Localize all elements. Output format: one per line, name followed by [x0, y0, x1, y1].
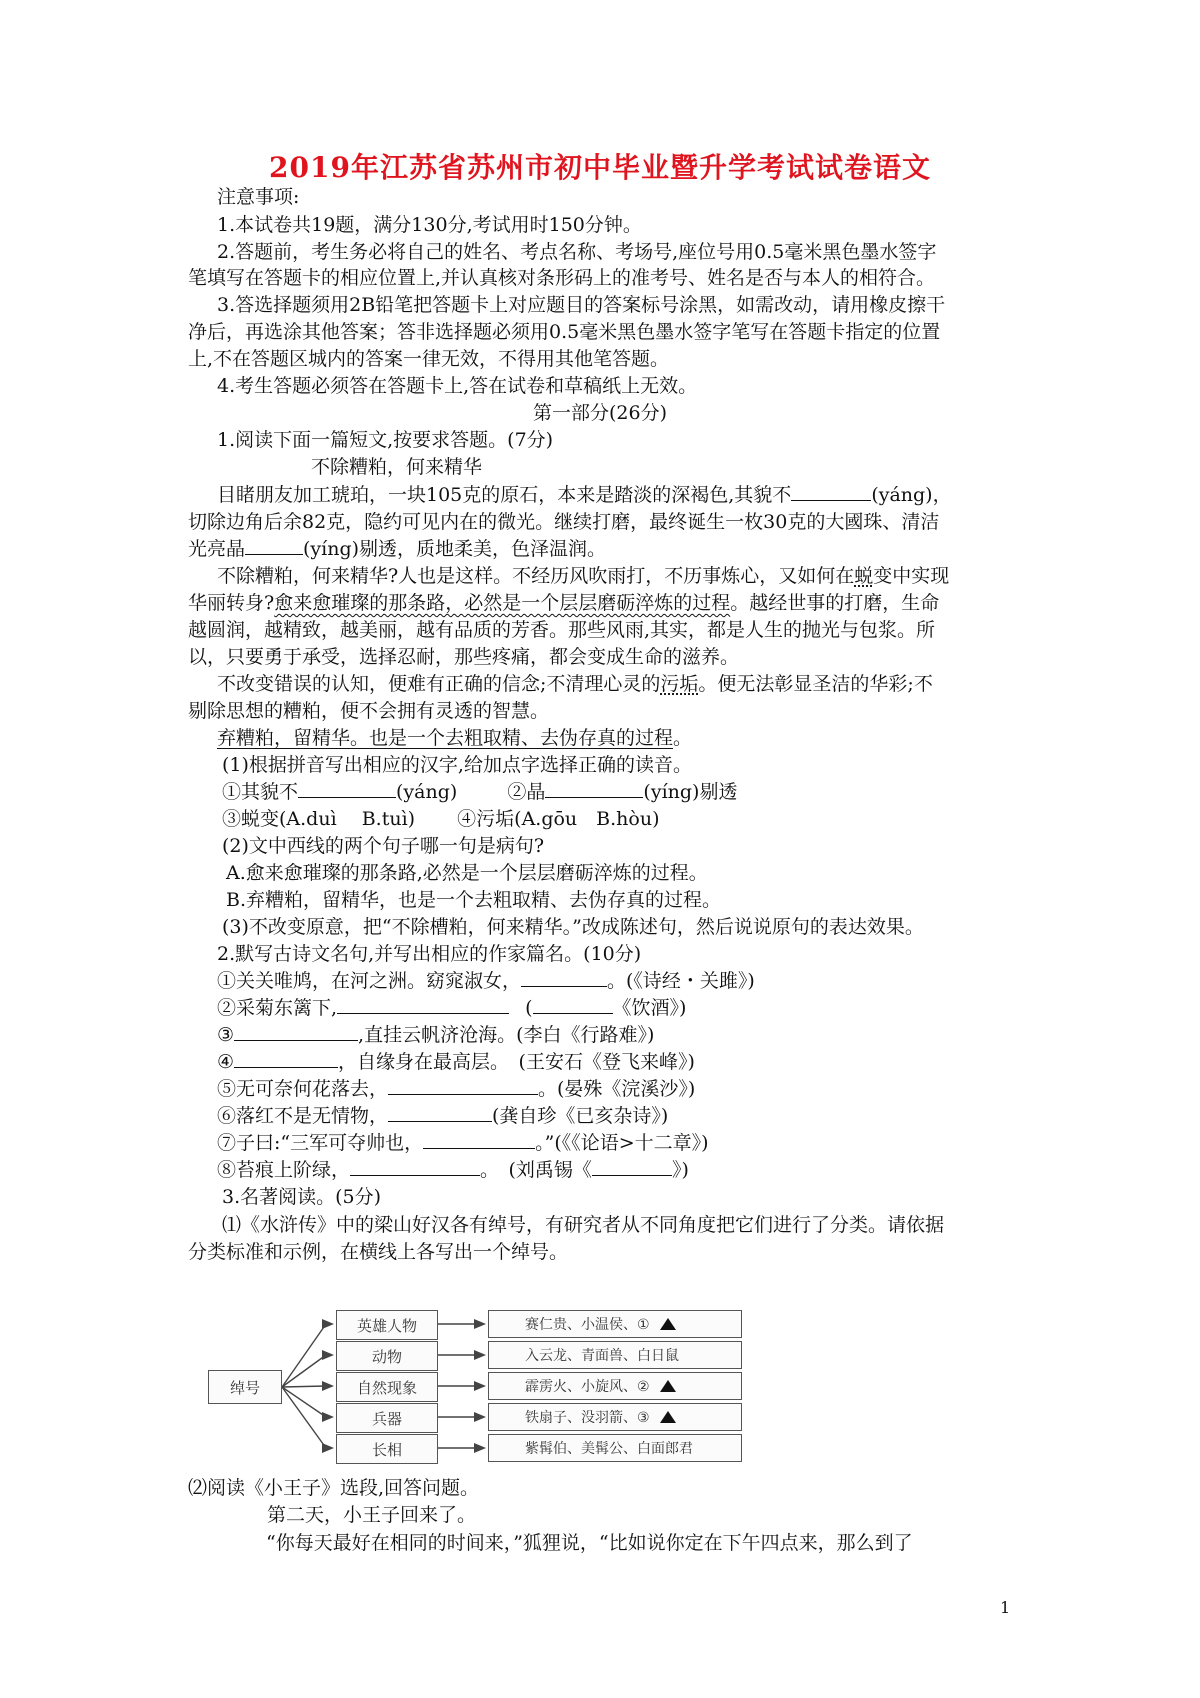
option-a: A.愈来愈璀璨的那条路,必然是一个层层磨砺淬炼的过程。	[226, 862, 708, 884]
blank-triangle-icon	[660, 1380, 676, 1392]
essay-line: 越圆润，越精致，越美丽，越有品质的芳香。那些风雨,其实，都是人生的抛光与包浆。所	[188, 619, 936, 641]
essay-line: 华丽转身?愈来愈璀璨的那条路，必然是一个层层磨砺淬炼的过程。越经世事的打磨，生命	[188, 592, 940, 614]
blank-triangle-icon	[660, 1411, 676, 1423]
answer-blank[interactable]	[337, 995, 509, 1014]
essay-line: 光亮晶 (yíng)剔透，质地柔美，色泽温润。	[188, 538, 607, 560]
notice-item: 上,不在答题区城内的答案一律无效，不得用其他笔答题。	[188, 348, 670, 370]
notice-item: 4.考生答题必须答在答题卡上,答在试卷和草稿纸上无效。	[217, 375, 698, 397]
diagram-root: 绰号	[208, 1370, 282, 1404]
answer-blank[interactable]	[521, 968, 607, 987]
essay-line: 切除边角后余82克，隐约可见内在的微光。继续打磨，最终诞生一枚30克的大國珠、清洁	[188, 511, 940, 533]
answer-blank[interactable]	[234, 1049, 338, 1068]
essay-line: 不改变错误的认知，便难有正确的信念;不清理心灵的污垢。便无法彰显圣洁的华彩;不	[217, 673, 933, 695]
recite-line: ⑥落红不是无情物， (龚自珍《已亥杂诗》)	[217, 1105, 669, 1127]
essay-line: 以，只要勇于承受，选择忍耐，那些疼痛，都会变成生命的滋养。	[188, 646, 740, 668]
recite-line: ②采菊东篱下, ( 《饮酒》)	[217, 997, 687, 1019]
category-box: 兵器	[336, 1403, 438, 1433]
answer-blank[interactable]	[298, 779, 396, 798]
sub-question: (2)文中西线的两个句子哪一句是病句?	[222, 835, 545, 857]
question-2-stem: 2.默写古诗文名句,并写出相应的作家篇名。(10分)	[217, 943, 642, 965]
recite-line: ①关关唯鸠，在河之洲。窈窕淑女， 。(《诗经・关雎》)	[217, 970, 755, 992]
notice-item: 3.答选择题须用2B铅笔把答题卡上对应题目的答案标号涂黑，如需改动，请用橡皮擦干	[217, 294, 946, 316]
answer-blank[interactable]	[245, 536, 303, 555]
essay-line: 不除糟粕，何来精华?人也是这样。不经历风吹雨打，不历事炼心，又如何在蜕变中实现	[217, 565, 950, 587]
category-box: 自然现象	[336, 1372, 438, 1402]
blank-triangle-icon	[660, 1318, 676, 1330]
exam-title: 2019年江苏省苏州市初中毕业暨升学考试试卷语文	[269, 151, 931, 184]
sub-question-line: ①其貌不 (yáng) ②晶 (yíng)剔透	[222, 781, 738, 803]
recite-line: ⑤无可奈何花落去， 。(晏殊《浣溪沙》)	[217, 1078, 696, 1100]
sub-question-line: ③蜕变(A.duì B.tuì) ④污垢(A.gōu B.hòu)	[222, 808, 660, 830]
notice-item: 笔填写在答题卡的相应位置上,并认真核对条形码上的准考号、姓名是否与本人的相符合。	[188, 267, 936, 289]
category-box: 英雄人物	[336, 1310, 438, 1340]
answer-blank[interactable]	[234, 1022, 358, 1041]
recite-line: ④ ，自缘身在最高层。 (王安石《登飞来峰》)	[217, 1051, 695, 1073]
answer-blank[interactable]	[592, 1157, 672, 1176]
sub-question: (1)根据拼音写出相应的汉字,给加点字选择正确的读音。	[222, 754, 692, 776]
notice-heading: 注意事项:	[217, 186, 300, 208]
answer-blank[interactable]	[350, 1157, 480, 1176]
question-3-stem: 3.名著阅读。(5分)	[222, 1186, 382, 1208]
part-heading: 第一部分(26分)	[532, 402, 667, 424]
answer-blank[interactable]	[791, 482, 871, 501]
passage-line: 第二天，小王子回来了。	[267, 1504, 477, 1526]
sub-question: 分类标准和示例，在横线上各写出一个绰号。	[188, 1241, 569, 1263]
recite-line: ⑧苔痕上阶绿， 。 (刘禹锡《 》)	[217, 1159, 689, 1181]
recite-line: ③ ,直挂云帆济沧海。(李白《行路难》)	[217, 1024, 655, 1046]
example-box: 霹雳火、小旋风、②	[488, 1372, 742, 1400]
answer-blank[interactable]	[388, 1103, 492, 1122]
essay-line: 弃糟粕，留精华。也是一个去粗取精、去伪存真的过程。	[217, 727, 693, 749]
option-b: B.弃糟粕，留精华，也是一个去粗取精、去伪存真的过程。	[226, 889, 722, 911]
example-box: 入云龙、青面兽、白日鼠	[488, 1341, 742, 1369]
example-box: 紫髯伯、美髯公、白面郎君	[488, 1434, 742, 1462]
example-box: 铁扇子、没羽箭、③	[488, 1403, 742, 1431]
sub-question: ⑴《水浒传》中的梁山好汉各有绰号，有研究者从不同角度把它们进行了分类。请依据	[222, 1214, 945, 1236]
essay-line: 目睹朋友加工琥珀，一块105克的原石，本来是踏淡的深褐色,其貌不 (yáng)，	[217, 484, 952, 506]
example-box: 赛仁贵、小温侯、①	[488, 1310, 742, 1338]
page-number: 1	[1000, 1598, 1011, 1617]
nickname-classification-diagram	[186, 1294, 802, 1470]
passage-line: “你每天最好在相同的时间来，”狐狸说，“比如说你定在下午四点来，那么到了	[266, 1532, 913, 1554]
essay-line: 剔除思想的糟粕，便不会拥有灵透的智慧。	[188, 700, 550, 722]
answer-blank[interactable]	[423, 1130, 535, 1149]
recite-line: ⑦子曰:“三军可夺帅也， 。”(《《论语>十二章》)	[217, 1132, 709, 1154]
sub-question: ⑵阅读《小王子》选段,回答问题。	[188, 1477, 480, 1499]
notice-item: 2.答题前，考生务必将自己的姓名、考点名称、考场号,座位号用0.5毫米黑色墨水签字	[217, 241, 937, 263]
wavy-sentence: 愈来愈璀璨的那条路，必然是一个层层磨砺淬炼的过程	[274, 592, 731, 614]
underlined-sentence: 弃糟粕，留精华。也是一个去粗取精、去伪存真的过程	[217, 727, 674, 749]
notice-item: 1.本试卷共19题，满分130分,考试用时150分钟。	[217, 214, 642, 236]
essay-title: 不除糟粕，何来精华	[311, 456, 483, 478]
question-1-stem: 1.阅读下面一篇短文,按要求答题。(7分)	[217, 429, 554, 451]
category-box: 长相	[336, 1434, 438, 1464]
notice-item: 净后，再选涂其他答案；答非选择题必须用0.5毫米黑色墨水签字笔写在答题卡指定的位置	[188, 321, 941, 343]
answer-blank[interactable]	[545, 779, 643, 798]
sub-question: (3)不改变原意，把“不除槽粕，何来精华。”改成陈述句，然后说说原句的表达效果。	[222, 916, 924, 938]
answer-blank[interactable]	[388, 1076, 538, 1095]
category-box: 动物	[336, 1341, 438, 1371]
answer-blank[interactable]	[533, 995, 613, 1014]
